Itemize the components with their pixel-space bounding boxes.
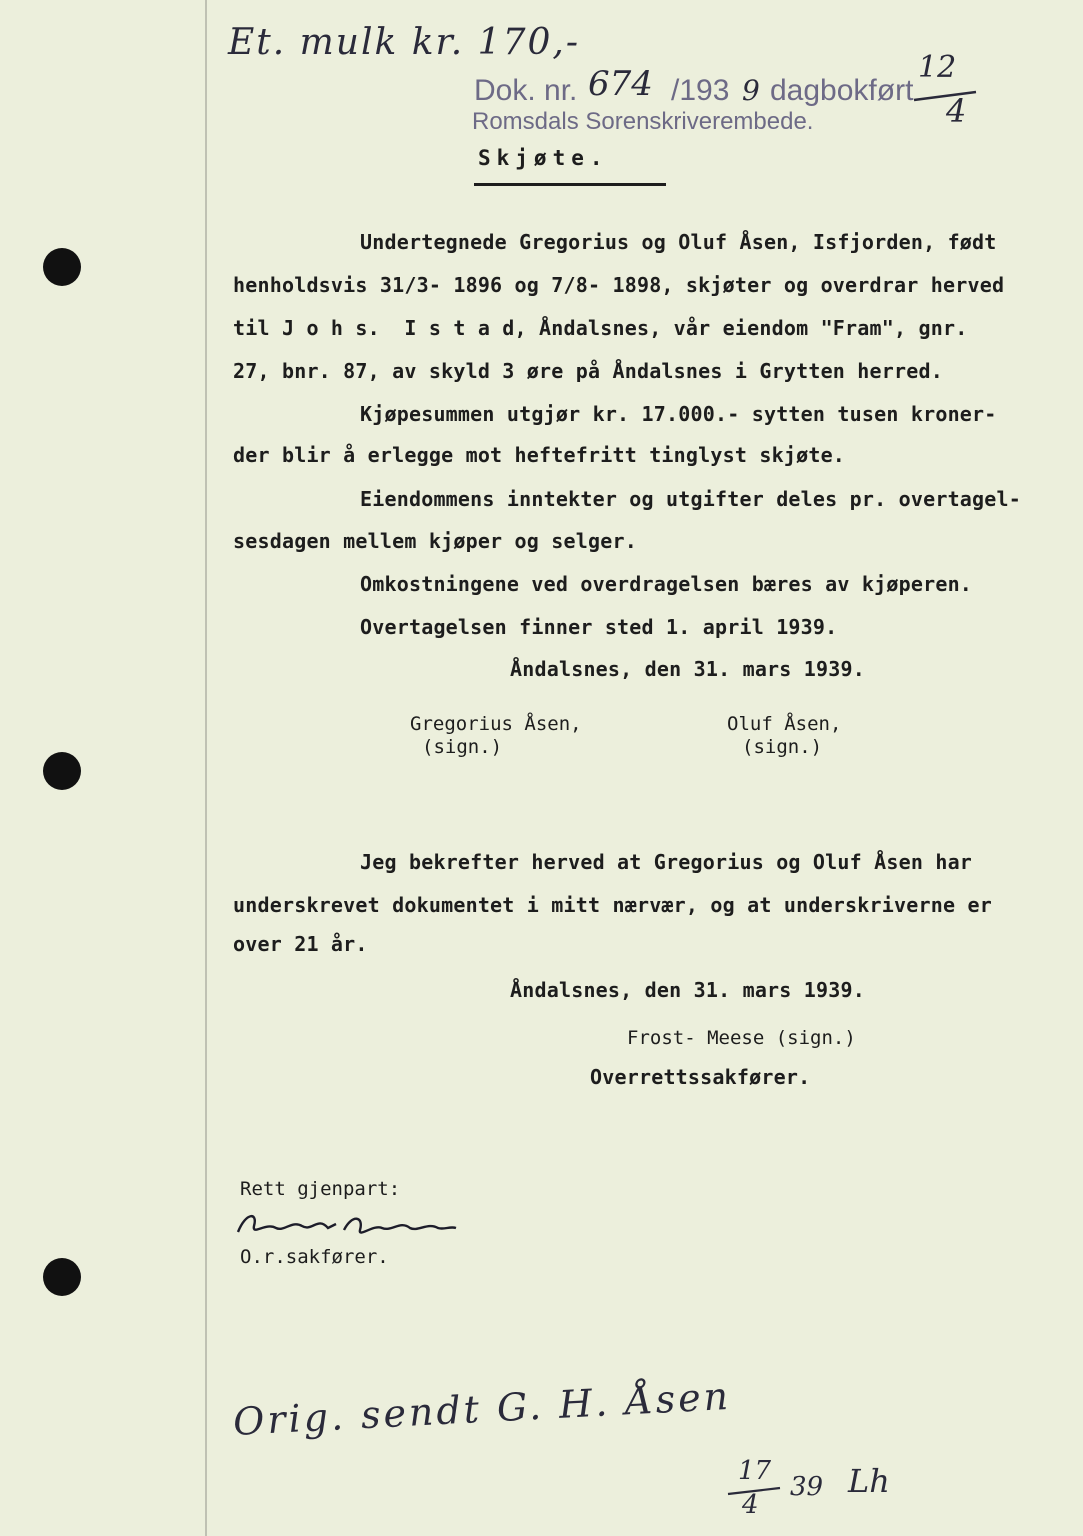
- signature-left-sign: (sign.): [422, 736, 503, 758]
- attestation-line: Jeg bekrefter herved at Gregorius og Oluf Åsen har: [360, 850, 973, 874]
- stamp-date-fraction-icon: [910, 86, 980, 116]
- footer-date-year: 39: [790, 1472, 824, 1502]
- footer-date-month: 4: [742, 1490, 759, 1520]
- body-line: Omkostningene ved overdragelsen bæres av kjøperen.: [360, 572, 973, 596]
- stamp-prefix: Dok. nr.: [474, 74, 578, 107]
- document-title: Skjøte.: [478, 146, 609, 170]
- signature-right-name: Oluf Åsen,: [727, 713, 842, 735]
- stamp-date-month: 4: [946, 92, 967, 130]
- stamp-year-prefix: /193: [671, 74, 730, 107]
- body-line: Overtagelsen finner sted 1. april 1939.: [360, 615, 838, 639]
- stamp-suffix: dagbokført: [770, 74, 914, 107]
- handwritten-margin-note: Et. mulk kr. 170,-: [228, 22, 581, 63]
- body-line: Kjøpesummen utgjør kr. 17.000.- sytten tusen kroner-: [360, 402, 997, 426]
- body-line: der blir å erlegge mot heftefritt tinglyst skjøte.: [233, 443, 846, 467]
- punch-hole-middle: [43, 752, 81, 790]
- stamp-date-day: 12: [918, 50, 957, 85]
- stamp-year-digit: 9: [742, 74, 760, 107]
- signature-left-name: Gregorius Åsen,: [410, 713, 582, 735]
- signature-right-sign: (sign.): [742, 736, 823, 758]
- handwritten-footer-note: Orig. sendt G. H. Åsen: [232, 1373, 733, 1444]
- body-line: sesdagen mellem kjøper og selger.: [233, 529, 637, 553]
- body-line: henholdsvis 31/3- 1896 og 7/8- 1898, skjøter og overdrar herved: [233, 273, 1005, 297]
- attestation-line: over 21 år.: [233, 932, 368, 956]
- body-line: Åndalsnes, den 31. mars 1939.: [510, 657, 865, 681]
- handwritten-signature-icon: [232, 1206, 462, 1246]
- punch-hole-top: [43, 248, 81, 286]
- copy-note-title: O.r.sakfører.: [240, 1246, 389, 1268]
- stamp-office: Romsdals Sorenskriverembede.: [472, 108, 814, 135]
- title-underline: [474, 183, 666, 186]
- copy-note-label: Rett gjenpart:: [240, 1178, 401, 1200]
- body-line: til J o h s. I s t a d, Åndalsnes, vår eiendom "Fram", gnr.: [233, 316, 968, 340]
- body-line: Eiendommens inntekter og utgifter deles pr. overtagel-: [360, 487, 1022, 511]
- body-line: 27, bnr. 87, av skyld 3 øre på Åndalsnes i Grytten herred.: [233, 359, 943, 383]
- punch-hole-bottom: [43, 1258, 81, 1296]
- attestation-signer: Frost- Meese (sign.): [627, 1027, 856, 1049]
- body-line: Undertegnede Gregorius og Oluf Åsen, Isfjorden, født: [360, 230, 997, 254]
- footer-date-day: 17: [738, 1456, 772, 1486]
- stamp-number: 674: [588, 64, 653, 104]
- attestation-signer-title: Overrettssakfører.: [590, 1065, 811, 1089]
- footer-initials: Lh: [848, 1462, 890, 1500]
- attestation-place-date: Åndalsnes, den 31. mars 1939.: [510, 978, 865, 1002]
- margin-line: [205, 0, 207, 1536]
- attestation-line: underskrevet dokumentet i mitt nærvær, og at underskriverne er: [233, 893, 992, 917]
